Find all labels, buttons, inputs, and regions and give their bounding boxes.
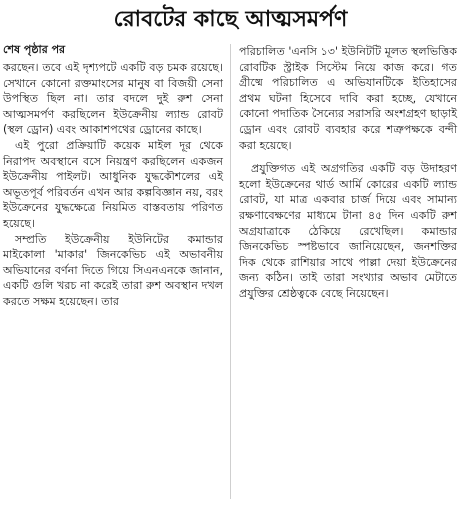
left-column	[3, 42, 223, 310]
right-column	[239, 44, 457, 302]
left-paragraph-3: সম্প্রতি ইউক্রেনীয় ইউনিটের কমান্ডার মাইকোলা 'মাকার' জিনকেভিচ এই অভাবনীয় অভিযানের বর্ণনা দিতে গিয়ে সিএনএনকে জানান, একটি গুলি খরচ না করেই তারা রুশ অবস্থান দখল করতে সক্ষম হয়েছেন। তার	[3, 232, 223, 308]
right-paragraph-1: পরিচালিত 'এনসি ১৩' ইউনিটটি মূলত স্থলভিত্তিক রোবটিক স্ট্রাইক সিস্টেম নিয়ে কাজ করে। গত গ্রীষ্মে পরিচালিত এ অভিযানটিকে ইতিহাসের প্রথম ঘটনা হিসেবে দাবি করা হচ্ছে, যেখানে কোনো পদাতিক সৈন্যের সরাসরি অংশগ্রহণ ছাড়াই ড্রোন এবং রোবট ব্যবহার করে শত্রুপক্ষকে বন্দী করা হয়েছে।	[239, 45, 457, 152]
column-divider	[230, 44, 231, 499]
continued-from-label: শেষ পৃষ্ঠার পর	[3, 43, 66, 56]
right-paragraph-2: প্রযুক্তিগত এই অগ্রগতির একটি বড় উদাহরণ হলো ইউক্রেনের থার্ড আর্মি কোরের একটি ল্যান্ড রোবট, যা মাত্র একবার চার্জ দিয়ে এবং সামান্য রক্ষণাবেক্ষণের মাধ্যমে টানা ৪৫ দিন একটি রুশ অগ্রযাত্রাকে ঠেকিয়ে রেখেছিল। কমান্ডার জিনকেভিচ স্পষ্টভাবে জানিয়েছেন, জনশক্তির দিক থেকে রাশিয়ার সাথে পাল্লা দেয়া ইউক্রেনের জন্য কঠিন। তাই তারা সংখ্যার অভাব মেটাতে প্রযুক্তির শ্রেষ্ঠত্বকে বেছে নিয়েছেন।	[239, 162, 457, 300]
article-headline: রোবটের কাছে আত্মসমর্পণ	[113, 7, 348, 32]
left-paragraph-1: করছেন। তবে এই দৃশ্যপটে একটি বড় চমক রয়েছে। সেখানে কোনো রক্তমাংসের মানুষ বা বিজয়ী সেনা উপস্থিত ছিল না। তার বদলে দুই রুশ সেনা আত্মসমর্পণ করছিলেন ইউক্রেনীয় ল্যান্ড রোবট (স্থল ড্রোন) এবং আকাশপথের ড্রোনের কাছে।	[3, 61, 223, 137]
headline-bar	[0, 0, 461, 40]
left-paragraph-2: এই পুরো প্রক্রিয়াটি কয়েক মাইল দূর থেকে নিরাপদ অবস্থানে বসে নিয়ন্ত্রণ করছিলেন একজন ইউক্রেনীয় পাইলট। আধুনিক যুদ্ধকৌশলের এই অভূতপূর্ব পরিবর্তন এখন আর কল্পবিজ্ঞান নয়, বরং ইউক্রেনের যুদ্ধক্ষেত্রে নিয়মিত বাস্তবতায় পরিণত হয়েছে।	[3, 138, 223, 230]
